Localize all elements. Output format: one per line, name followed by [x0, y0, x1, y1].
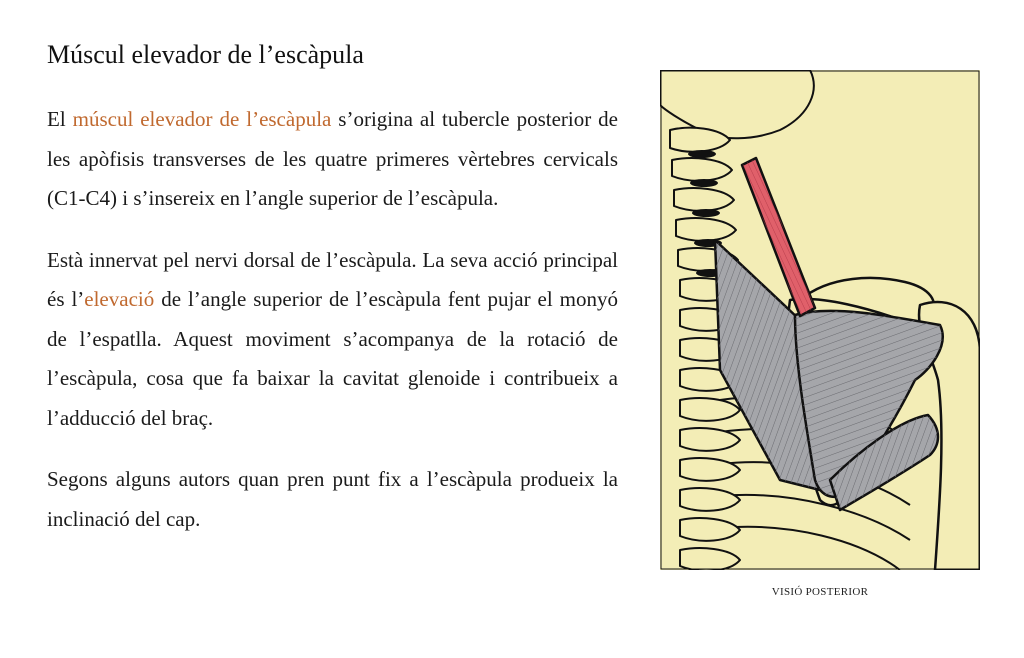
- article: [47, 38, 618, 539]
- paragraph-origin: El múscul elevador de l’escàpula s’origina al tubercle posterior de les apòfisis transverses de les quatre primeres vèrtebres cervicals (C1-C4) i s’insereix en l’angle superior de l’escàpula.: [47, 107, 618, 210]
- paragraph-action-text-1: Està innervat pel nervi dorsal de l’escàpula. La seva acció principal és l’: [47, 247, 618, 311]
- highlight-elevation: elevació: [84, 287, 155, 311]
- anatomy-figure: [660, 70, 980, 600]
- figure-caption: VISIÓ POSTERIOR: [771, 586, 869, 598]
- page-title: Múscul elevador de l’escàpula: [47, 40, 364, 69]
- paragraph-fixed-point: Segons alguns autors quan pren punt fix a l’escàpula produeix la inclinació del cap.: [47, 467, 618, 531]
- highlight-muscle-name: múscul elevador de l’escàpula: [72, 107, 332, 131]
- paragraph-action: [47, 241, 618, 439]
- paragraph-action-text-2: de l’angle superior de l’escàpula fent pujar el monyó de l’espatlla. Aquest moviment s’acompanya de la rotació de l’escàpula, cosa que fa baixar la cavitat glenoide i contribueix a l’adducció del braç.: [47, 287, 618, 430]
- paragraph-origin-text: s’origina al tubercle posterior de les apòfisis transverses de les quatre primeres vèrtebres cervicals (C1-C4) i s’insereix en l’angle superior de l’escàpula.: [47, 107, 618, 210]
- posterior-view-illustration: [660, 70, 980, 570]
